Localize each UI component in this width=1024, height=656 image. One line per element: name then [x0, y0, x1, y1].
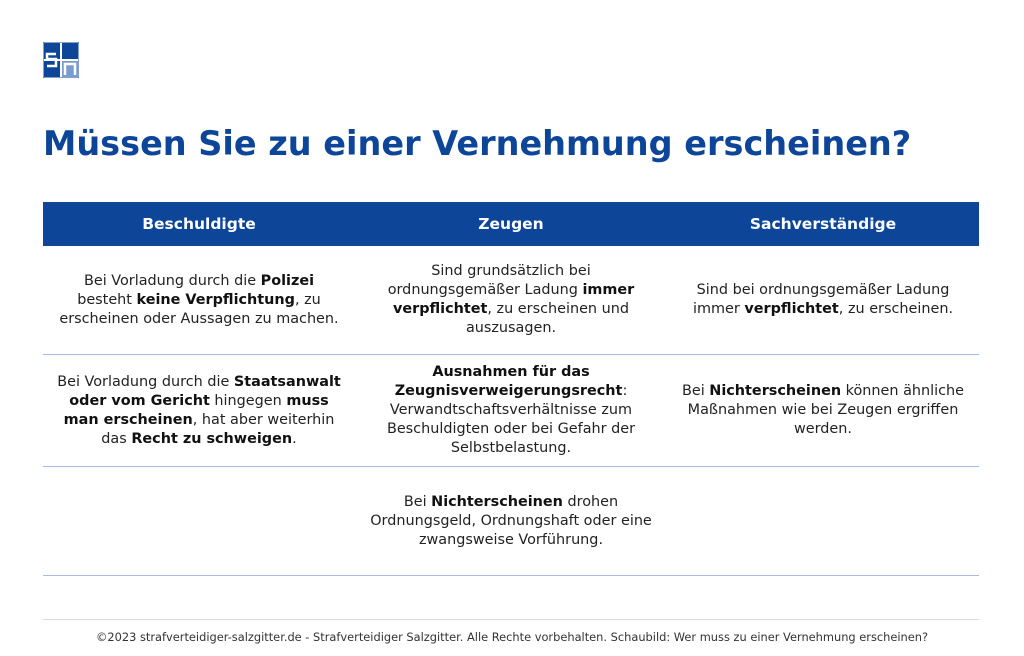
footer-divider: [43, 619, 979, 620]
table-row: [43, 246, 979, 355]
cell-sachverstaendige-pflicht: Sind bei ordnungsgemäßer Ladung immer verpflichtet, zu erscheinen.: [692, 282, 954, 317]
table-row: [43, 467, 979, 576]
table-row: [43, 355, 979, 467]
page-title: Müssen Sie zu einer Vernehmung erscheinen?: [43, 124, 912, 163]
cell-sachverstaendige-nichterscheinen: Bei Nichterscheinen können ähnliche Maßnahmen wie bei Zeugen ergriffen werden.: [681, 383, 965, 437]
sn-logo-icon: [43, 42, 79, 78]
header-zeugen: Zeugen: [478, 215, 544, 233]
comparison-table: [43, 202, 979, 576]
cell-beschuldigte-polizei: Bei Vorladung durch die Polizei besteht keine Verpflichtung, zu erscheinen oder Aussagen zu machen.: [59, 272, 339, 327]
header-beschuldigte: Beschuldigte: [142, 215, 256, 233]
cell-beschuldigte-empty: [43, 467, 355, 575]
table-header: [43, 202, 979, 246]
cell-beschuldigte-gericht: Bei Vorladung durch die Staatsanwalt oder vom Gericht hingegen muss man erscheinen, hat aber weiterhin das Recht zu schweigen.: [57, 373, 341, 447]
cell-zeugen-pflicht: Sind grundsätzlich bei ordnungsgemäßer Ladung immer verpflichtet, zu erscheinen und auszusagen.: [387, 263, 635, 336]
footer-copyright: ©2023 strafverteidiger-salzgitter.de - Strafverteidiger Salzgitter. Alle Rechte vorbehalten. Schaubild: Wer muss zu einer Vernehmung erscheinen?: [95, 630, 929, 644]
cell-sachverstaendige-empty: [667, 467, 979, 575]
header-sachverstaendige: Sachverständige: [749, 215, 897, 233]
cell-zeugen-ausnahmen: Ausnahmen für das Zeugnisverweigerungsrecht: Verwandtschaftsverhältnisse zum Beschuldigten oder bei Gefahr der Selbstbelastung.: [386, 364, 636, 456]
cell-zeugen-nichterscheinen: Bei Nichterscheinen drohen Ordnungsgeld, Ordnungshaft oder eine zwangsweise Vorführung.: [370, 493, 652, 548]
